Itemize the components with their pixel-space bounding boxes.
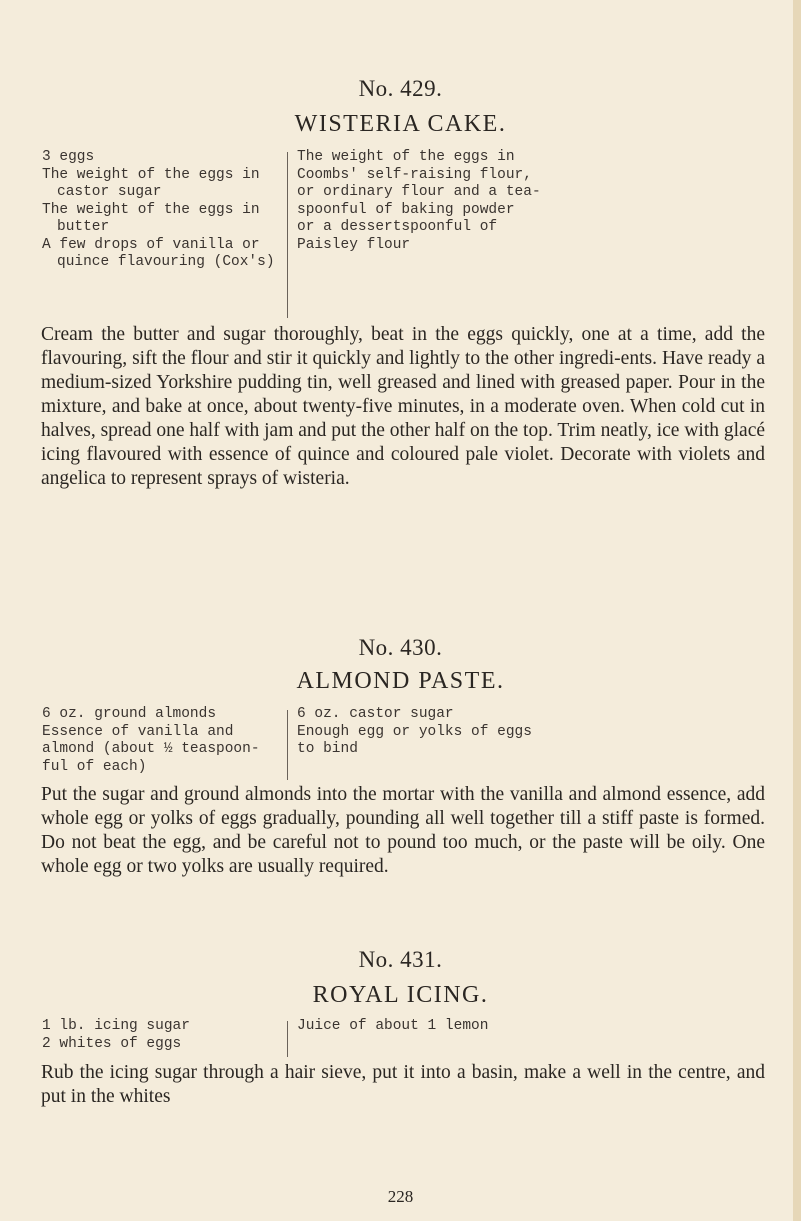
ingredient-line: The weight of the eggs in [42, 166, 260, 183]
recipe-title: WISTERIA CAKE. [294, 111, 507, 137]
ingredients-left [42, 706, 282, 776]
ingredient-line: 6 oz. ground almonds [42, 706, 217, 722]
ingredient-line: Enough egg or yolks of eggs [297, 723, 532, 740]
ingredient-line: quince flavouring (Cox's) [57, 254, 275, 270]
recipe-number: No. 430. [358, 635, 443, 660]
ingredient-line: or ordinary flour and a tea- [297, 184, 541, 200]
column-divider [287, 1021, 288, 1057]
ingredients-left [42, 149, 282, 272]
ingredient-line: butter [57, 219, 110, 235]
ingredient-line: castor sugar [57, 184, 162, 200]
recipe-method: Put the sugar and ground almonds into the mortar with the vanilla and almond essence, add whole egg or yolks of eggs gradually, pounding all well together till a stiff paste is formed. Do not beat the egg, and be careful not to pound too much, or the paste will be oily. One whole egg or two yolks are usually required. [41, 784, 765, 877]
recipe-method: Rub the icing sugar through a hair sieve, put it into a basin, make a well in the centre, and put in the whites [41, 1062, 765, 1107]
ingredients-right [297, 706, 717, 759]
ingredient-line: Juice of about 1 lemon [297, 1018, 489, 1034]
ingredients-left [42, 1018, 282, 1053]
ingredient-line: Coombs' self-raising flour, [297, 166, 532, 183]
recipe-method: Cream the butter and sugar thoroughly, beat in the eggs quickly, one at a time, add the flavouring, sift the flour and stir it quickly and lightly to the other ingredi-ents. Have ready a medium-sized Yorkshire pudding tin, well greased and lined with greased paper. Pour in the mixture, and bake at once, about twenty-five minutes, in a moderate oven. When cold cut in halves, spread one half with jam and put the other half on the top. Trim neatly, ice with glacé icing flavoured with essence of quince and coloured pale violet. Decorate with violets and angelica to represent sprays of wisteria. [41, 324, 765, 489]
ingredient-line: The weight of the eggs in [42, 201, 260, 218]
recipe-title: ROYAL ICING. [312, 982, 489, 1008]
page-number: 228 [387, 1187, 414, 1206]
ingredient-line: Paisley flour [297, 236, 411, 253]
ingredient-line: The weight of the eggs in [297, 149, 515, 165]
ingredient-line: Essence of vanilla and [42, 723, 234, 740]
ingredient-line: spoonful of baking powder [297, 201, 515, 218]
ingredient-line: to bind [297, 741, 358, 757]
ingredients-right [297, 149, 717, 254]
recipe-title: ALMOND PASTE. [296, 668, 505, 694]
column-divider [287, 152, 288, 318]
ingredient-line: 2 whites of eggs [42, 1035, 182, 1052]
ingredient-line: almond (about ½ teaspoon- [42, 741, 260, 757]
ingredient-line: A few drops of vanilla or [42, 236, 260, 253]
ingredients-right [297, 1018, 717, 1036]
recipe-number: No. 429. [358, 76, 443, 101]
ingredient-line: ful of each) [42, 758, 147, 775]
ingredient-line: or a dessertspoonful of [297, 219, 498, 235]
ingredient-line: 6 oz. castor sugar [297, 706, 454, 722]
ingredient-line: 3 eggs [42, 149, 95, 165]
page-edge [793, 0, 801, 1221]
ingredient-line: 1 lb. icing sugar [42, 1018, 190, 1034]
recipe-number: No. 431. [358, 947, 443, 972]
column-divider [287, 710, 288, 780]
